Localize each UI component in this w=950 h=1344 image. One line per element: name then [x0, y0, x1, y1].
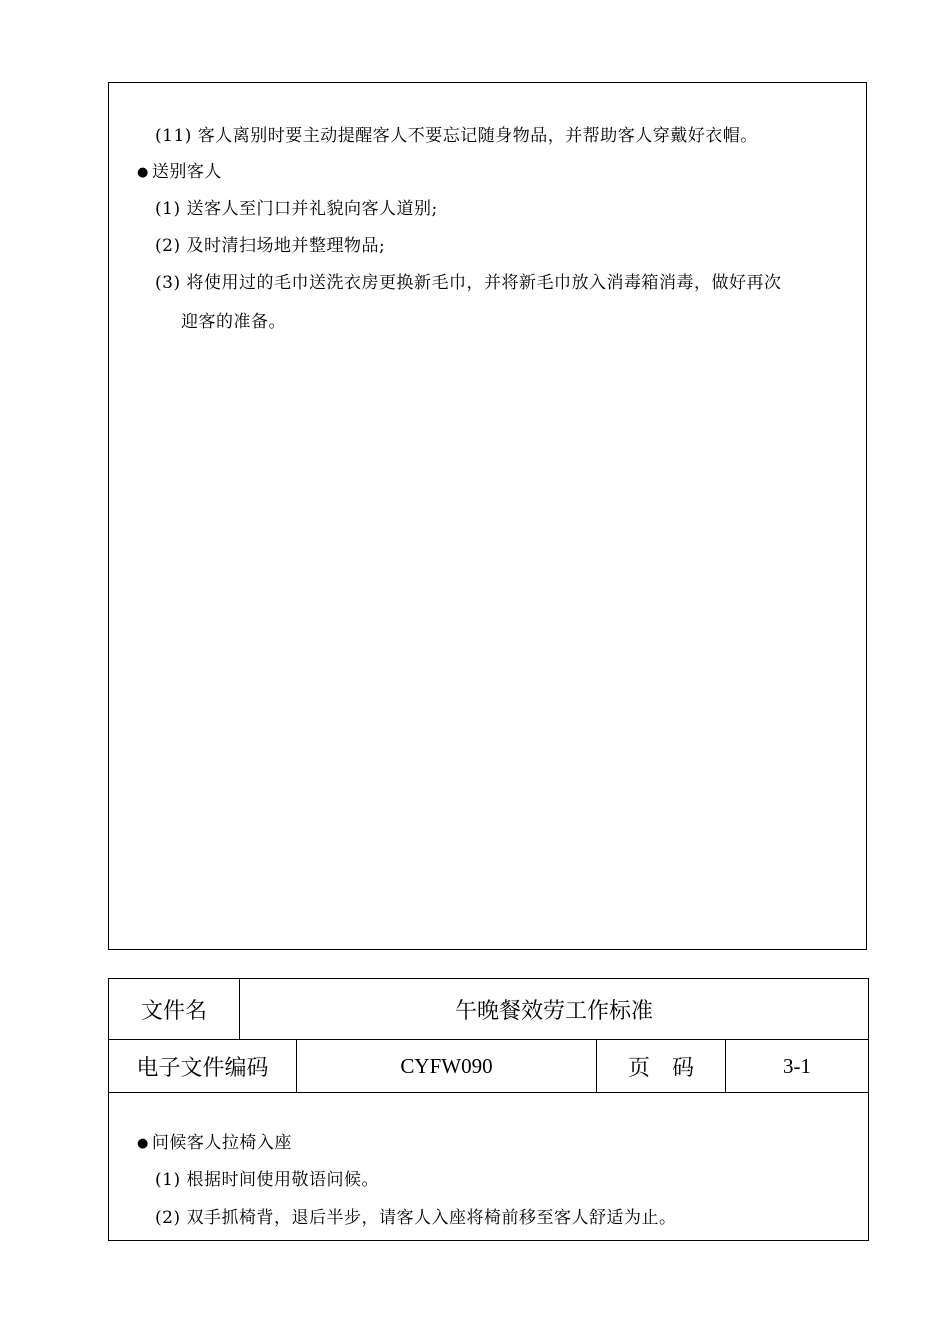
item-11: (11) 客人离别时要主动提醒客人不要忘记随身物品，并帮助客人穿戴好衣帽。 [155, 126, 758, 146]
file-name-row [109, 979, 868, 1040]
farewell-item-3-line-1: (3) 将使用过的毛巾送洗衣房更换新毛巾，并将新毛巾放入消毒箱消毒，做好再次 [155, 273, 782, 293]
file-code-row [109, 1040, 868, 1093]
content-box-top [108, 82, 867, 950]
farewell-item-1: (1) 送客人至门口并礼貌向客人道别; [155, 199, 438, 219]
page-value: 3-1 [783, 1053, 811, 1078]
heading-greet-text: 问候客人拉椅入座 [151, 1133, 292, 1153]
code-value: CYFW090 [297, 1040, 597, 1092]
greet-item-1: (1) 根据时间使用敬语问候。 [155, 1170, 379, 1190]
file-name-value: 午晚餐效劳工作标准 [454, 998, 653, 1024]
page-label: 页 码 [597, 1040, 726, 1092]
farewell-item-2: (2) 及时清扫场地并整理物品; [155, 236, 386, 256]
greet-item-2: (2) 双手抓椅背，退后半步，请客人入座将椅前移至客人舒适为止。 [155, 1208, 677, 1228]
heading-farewell [137, 162, 222, 184]
heading-farewell-text: 送别客人 [151, 162, 222, 182]
farewell-item-3-line-2: 迎客的准备。 [181, 312, 286, 332]
document-header-box [108, 978, 869, 1241]
code-label: 电子文件编码 [109, 1040, 297, 1092]
file-name-label: 文件名 [109, 979, 240, 1039]
heading-greet [137, 1133, 292, 1155]
